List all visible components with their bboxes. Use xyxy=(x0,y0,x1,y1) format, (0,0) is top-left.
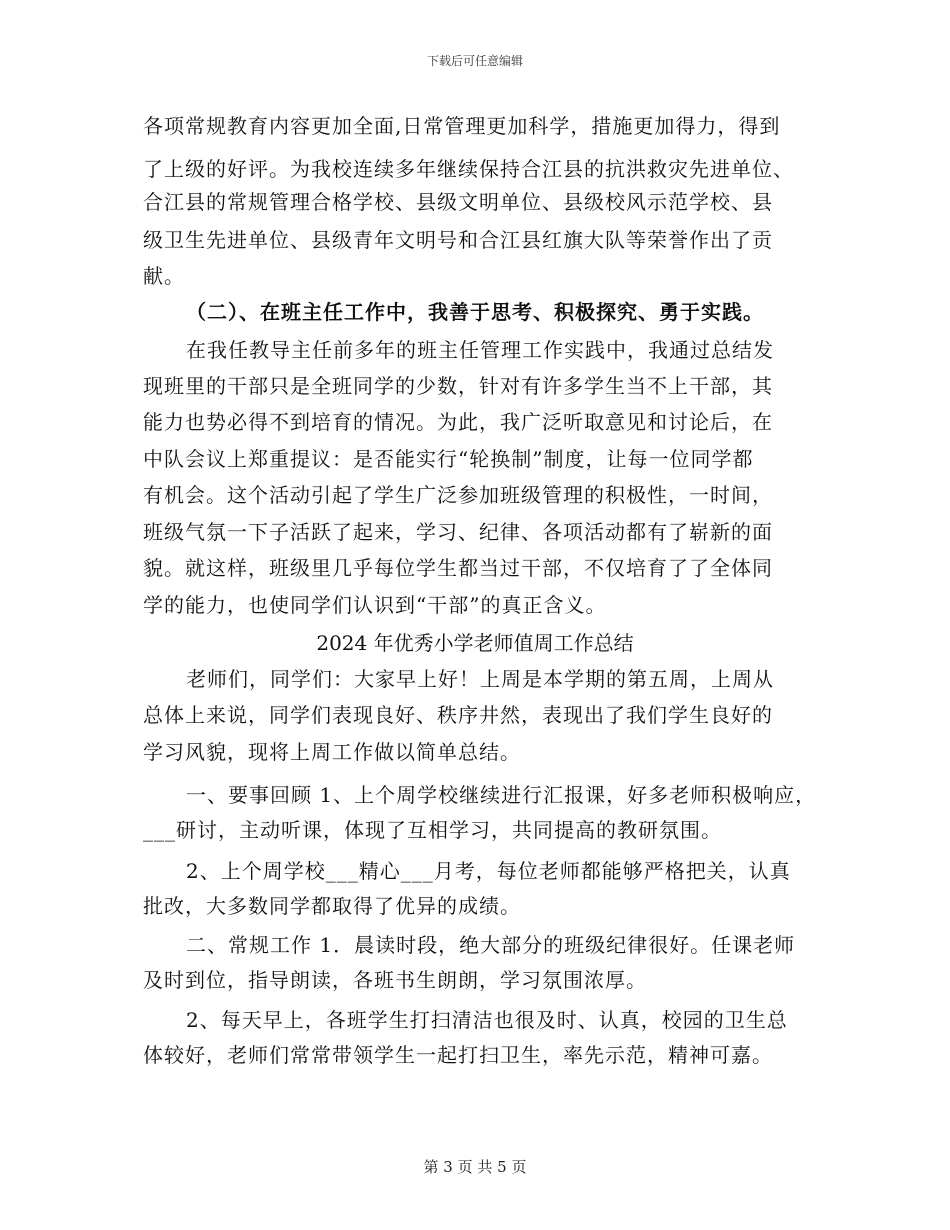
paragraph-line: ___研讨，主动听课，体现了互相学习，共同提高的教研氛围。 xyxy=(143,818,722,842)
paragraph-line: 2、每天早上，各班学生打扫清洁也很及时、认真，校园的卫生总 xyxy=(186,1008,788,1032)
paragraph-line: 学习风貌，现将上周工作做以简单总结。 xyxy=(143,740,521,764)
paragraph-line: 老师们，同学们：大家早上好！上周是本学期的第五周，上周从 xyxy=(186,667,774,691)
paragraph-line: 了上级的好评。为我校连续多年继续保持合江县的抗洪救灾先进单位、 xyxy=(143,157,794,181)
paragraph-line: 总体上来说，同学们表现良好、秩序井然，表现出了我们学生良好的 xyxy=(143,703,773,727)
paragraph-line: 能力也势必得不到培育的情况。为此，我广泛听取意见和讨论后，在 xyxy=(143,410,773,434)
paragraph-line: 及时到位，指导朗读，各班书生朗朗，学习氛围浓厚。 xyxy=(143,968,647,992)
paragraph-line: 2、上个周学校___精心___月考，每位老师都能够严格把关，认真 xyxy=(186,859,791,883)
paragraph-line: 有机会。这个活动引起了学生广泛参加班级管理的积极性，一时间， xyxy=(143,483,773,507)
document-title: 2024 年优秀小学老师值周工作总结 xyxy=(316,631,634,655)
paragraph-line: 批改，大多数同学都取得了优异的成绩。 xyxy=(143,894,521,918)
paragraph-line: 级卫生先进单位、县级青年文明号和合江县红旗大队等荣誉作出了贡 xyxy=(143,228,773,252)
paragraph-line: 合江县的常规管理合格学校、县级文明单位、县级校风示范学校、县 xyxy=(143,190,773,214)
paragraph-line: 献。 xyxy=(143,264,185,288)
section-heading: （二）、在班主任工作中，我善于思考、积极探究、勇于实践。 xyxy=(186,300,764,324)
paragraph-line: 一、要事回顾 1、上个周学校继续进行汇报课，好多老师积极响应， xyxy=(186,783,817,807)
paragraph-line: 现班里的干部只是全班同学的少数，针对有许多学生当不上干部，其 xyxy=(143,374,773,398)
paragraph-line: 中队会议上郑重提议：是否能实行“轮换制”制度，让每一位同学都 xyxy=(143,447,754,471)
paragraph-line: 在我任教导主任前多年的班主任管理工作实践中，我通过总结发 xyxy=(186,338,774,362)
paragraph-line: 体较好，老师们常常带领学生一起打扫卫生，率先示范，精神可嘉。 xyxy=(143,1043,773,1067)
paragraph-line: 貌。就这样，班级里几乎每位学生都当过干部，不仅培育了了全体同 xyxy=(143,556,773,580)
page-header: 下载后可任意编辑 xyxy=(426,54,523,68)
paragraph-line: 学的能力，也使同学们认识到“干部”的真正含义。 xyxy=(143,593,607,617)
paragraph-line: 二、常规工作 1．晨读时段，绝大部分的班级纪律很好。任课老师 xyxy=(186,933,796,957)
paragraph-line: 班级气氛一下子活跃了起来，学习、纪律、各项活动都有了崭新的面 xyxy=(143,520,773,544)
paragraph-line: 各项常规教育内容更加全面,日常管理更加科学，措施更加得力，得到 xyxy=(143,114,781,138)
page-footer: 第 3 页 共 5 页 xyxy=(423,1158,527,1176)
